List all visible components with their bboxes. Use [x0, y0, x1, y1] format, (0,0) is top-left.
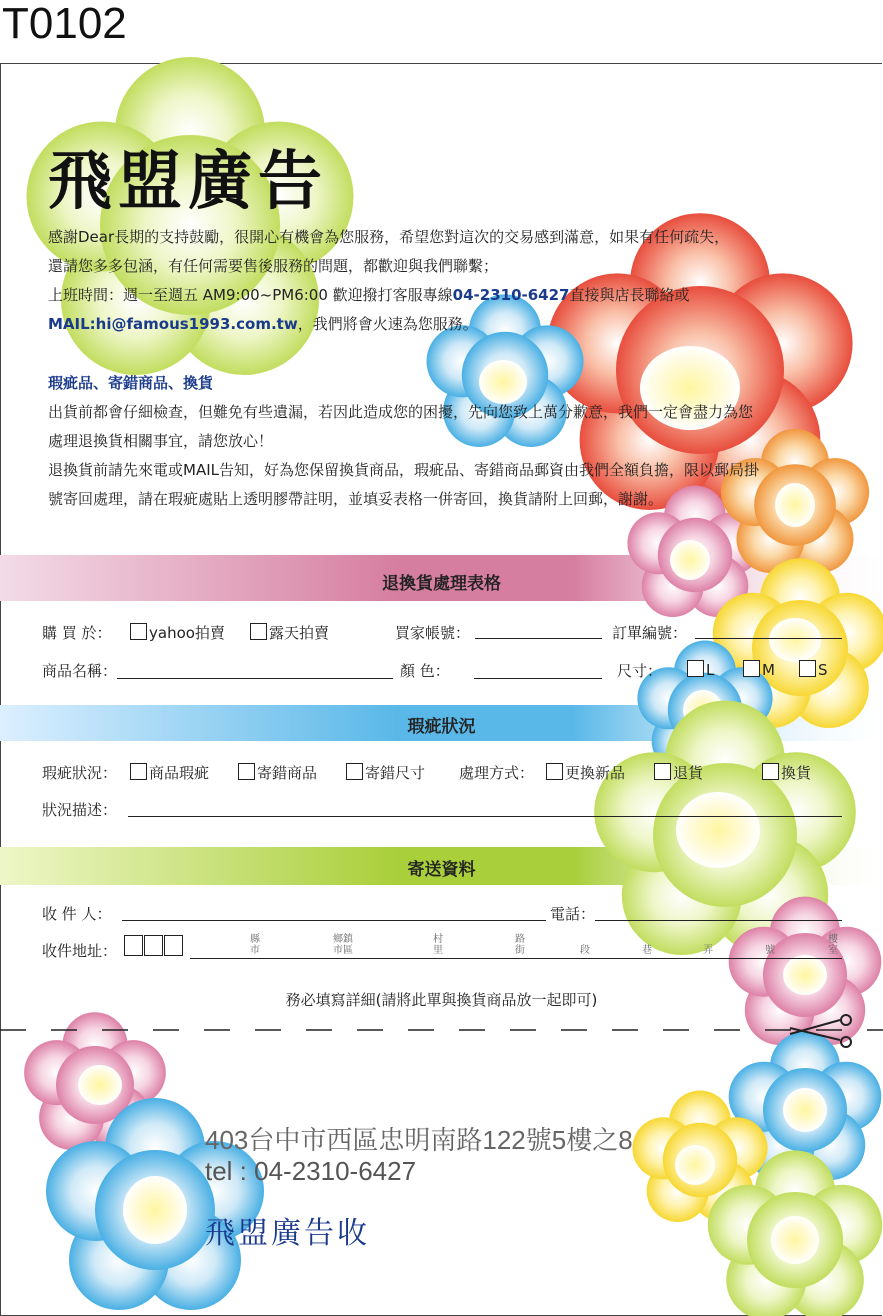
- zip-box[interactable]: [144, 935, 163, 956]
- addr-lane-label: 巷: [642, 945, 652, 956]
- option-label: M: [762, 661, 775, 679]
- defect-line-1: 出貨前都會仔細檢查，但難免有些遺漏，若因此造成您的困擾，先向您致上萬分歉意，我們一定會盡力為您: [48, 403, 754, 421]
- section-defect-status: [0, 700, 883, 744]
- checkbox[interactable]: [546, 763, 563, 780]
- wrong-item-option[interactable]: [238, 762, 317, 783]
- yahoo-option[interactable]: [130, 622, 225, 643]
- intro-line-1: 感謝Dear長期的支持鼓勵，很開心有機會為您服務，希望您對這次的交易感到滿意，如果有任何疏失，: [48, 228, 730, 246]
- section-title: 瑕疵狀況: [407, 717, 476, 737]
- handling-label: 處理方式：: [459, 764, 535, 782]
- checkbox[interactable]: [654, 763, 671, 780]
- section-title: 退換貨處理表格: [382, 574, 501, 594]
- mail-suffix: ，我們將會火速為您服務。: [297, 315, 478, 333]
- size-m-option[interactable]: [743, 660, 775, 679]
- checkbox[interactable]: [346, 763, 363, 780]
- zip-box[interactable]: [124, 935, 143, 956]
- color-field[interactable]: [474, 678, 602, 679]
- buyer-account-field[interactable]: [475, 638, 602, 639]
- zip-code-boxes[interactable]: [124, 935, 185, 958]
- contact-text: 直接與店長聯絡或: [569, 286, 690, 304]
- order-no-label: 訂單編號：: [612, 624, 688, 642]
- address-label: 收件地址：: [42, 942, 118, 960]
- option-label: 換貨: [781, 764, 812, 782]
- option-label: 商品瑕疵: [149, 764, 210, 782]
- option-label: S: [818, 661, 828, 679]
- brand-title: 飛盟廣告: [48, 144, 328, 219]
- checkbox[interactable]: [238, 763, 255, 780]
- service-phone: 04-2310-6427: [452, 286, 570, 304]
- product-name-label: 商品名稱：: [42, 662, 118, 680]
- addr-floor-label: 樓 室: [828, 934, 838, 956]
- recipient-label: 收 件 人：: [42, 905, 112, 923]
- defect-heading: 瑕疵品、寄錯商品、換貨: [48, 374, 214, 392]
- phone-field[interactable]: [595, 920, 842, 921]
- addr-no-label: 號: [765, 945, 775, 956]
- recipient-field[interactable]: [122, 920, 546, 921]
- section-return-form: [0, 557, 883, 601]
- service-mail: MAIL:hi@famous1993.com.tw: [48, 315, 298, 333]
- defect-line-2: 處理退換貨相關事宜，請您放心！: [48, 432, 274, 450]
- color-label: 顏 色：: [400, 662, 450, 680]
- size-l-option[interactable]: [687, 660, 714, 679]
- option-label: yahoo拍賣: [149, 624, 225, 642]
- mailing-receiver: 飛盟廣告收: [205, 1216, 370, 1251]
- bought-at-label: 購 買 於：: [42, 624, 112, 642]
- option-label: 寄錯尺寸: [365, 764, 426, 782]
- form-note: 務必填寫詳細(請將此單與換貨商品放一起即可): [285, 991, 598, 1009]
- addr-village-label: 村 里: [433, 934, 443, 956]
- addr-town-label: 鄉鎮 市區: [333, 934, 353, 956]
- size-label: 尺寸：: [617, 662, 663, 680]
- exchange-option[interactable]: [762, 762, 811, 783]
- addr-alley-label: 弄: [703, 945, 713, 956]
- option-label: 更換新品: [565, 764, 626, 782]
- ruten-option[interactable]: [250, 622, 329, 643]
- checkbox[interactable]: [762, 763, 779, 780]
- checkbox[interactable]: [743, 660, 760, 677]
- checkbox[interactable]: [250, 623, 267, 640]
- product-defect-option[interactable]: [130, 762, 209, 783]
- checkbox[interactable]: [799, 660, 816, 677]
- mailing-address: 403台中市西區忠明南路122號5樓之8: [205, 1125, 633, 1155]
- section-shipping: [0, 843, 883, 887]
- checkbox[interactable]: [687, 660, 704, 677]
- addr-section-label: 段: [580, 945, 590, 956]
- intro-line-2: 還請您多多包涵，有任何需要售後服務的問題，都歡迎與我們聯繫；: [48, 257, 499, 275]
- hours-text: 上班時間：週一至週五 AM9:00~PM6:00 歡迎撥打客服專線: [48, 286, 453, 304]
- buyer-account-label: 買家帳號：: [395, 624, 471, 642]
- new-item-option[interactable]: [546, 762, 625, 783]
- defect-line-3: 退換貨前請先來電或MAIL告知，好為您保留換貨商品，瑕疵品、寄錯商品郵資由我們全額負擔，限以郵局掛: [48, 461, 759, 479]
- product-name-field[interactable]: [117, 678, 393, 679]
- address-field[interactable]: [190, 958, 842, 959]
- description-field[interactable]: [128, 816, 842, 817]
- wrong-size-option[interactable]: [346, 762, 425, 783]
- intro-line-3: [48, 284, 690, 305]
- mailing-tel: tel : 04-2310-6427: [205, 1156, 417, 1186]
- defect-line-4: 號寄回處理，請在瑕疵處貼上透明膠帶註明，並填妥表格一併寄回，換貨請附上回郵，謝謝。: [48, 490, 664, 508]
- phone-label: 電話：: [550, 905, 596, 923]
- description-label: 狀況描述：: [42, 801, 118, 819]
- refund-option[interactable]: [654, 762, 703, 783]
- option-label: L: [706, 661, 715, 679]
- checkbox[interactable]: [130, 623, 147, 640]
- section-title: 寄送資料: [407, 860, 476, 880]
- checkbox[interactable]: [130, 763, 147, 780]
- addr-road-label: 路 街: [515, 934, 525, 956]
- defect-status-label: 瑕疵狀況：: [42, 764, 118, 782]
- option-label: 寄錯商品: [257, 764, 318, 782]
- addr-county-label: 縣 市: [250, 934, 260, 956]
- option-label: 露天拍賣: [269, 624, 330, 642]
- zip-box[interactable]: [164, 935, 183, 956]
- option-label: 退貨: [673, 764, 704, 782]
- document-code: T0102: [2, 0, 127, 48]
- order-no-field[interactable]: [695, 638, 842, 639]
- size-s-option[interactable]: [799, 660, 828, 679]
- intro-line-4: [48, 313, 478, 334]
